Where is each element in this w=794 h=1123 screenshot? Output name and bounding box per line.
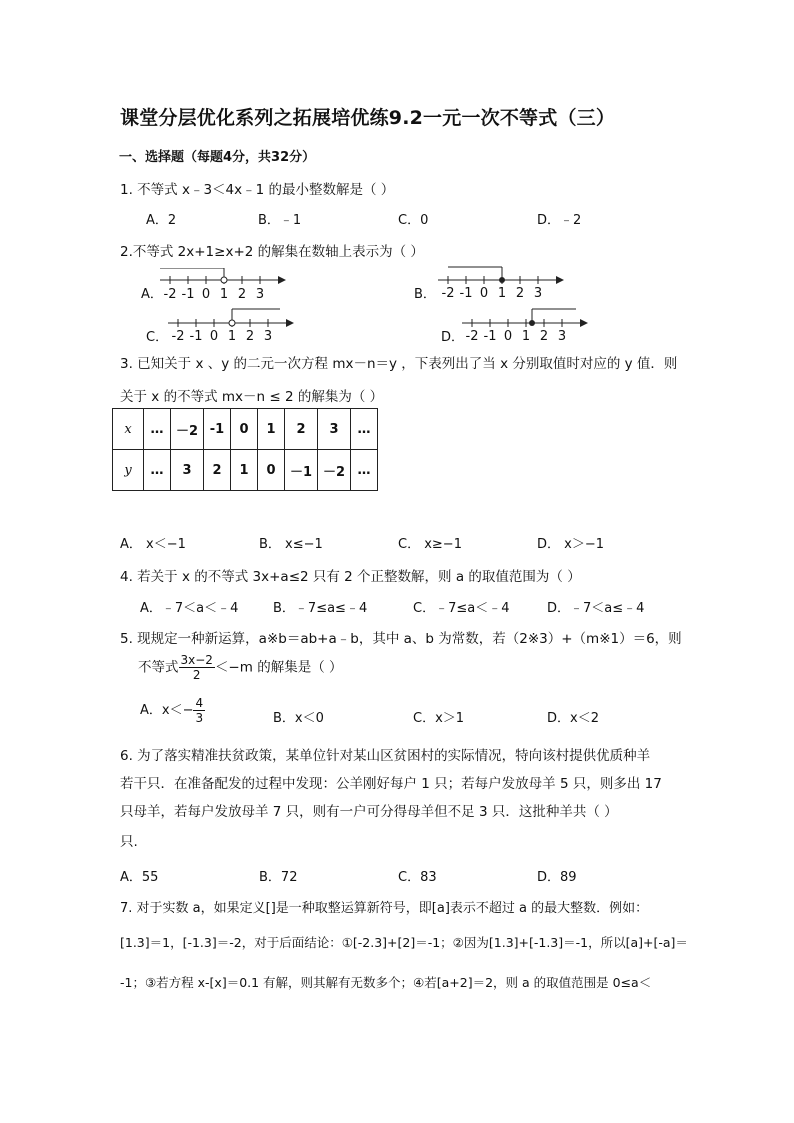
table-cell: 2: [204, 450, 231, 491]
q5-option-a[interactable]: [140, 696, 205, 725]
q2-option-c[interactable]: C．: [146, 330, 169, 345]
number-line-d: [452, 305, 592, 345]
q5-stem-line1: 5. 现规定一种新运算，a※b＝ab+a﹣b，其中 a、b 为常数，若（2※3）+（m※1）＝6，则: [120, 631, 682, 647]
q1-option-a[interactable]: A．2: [146, 213, 177, 228]
q3-stem-line1: 3. 已知关于 x 、y 的二元一次方程 mx－n＝y ，下表列出了当 x 分别取值时对应的 y 值．则: [120, 356, 678, 372]
fraction-denominator: 2: [192, 668, 201, 682]
q1-option-b[interactable]: B．﹣1: [258, 213, 302, 228]
q1-stem: 1. 不等式 x﹣3＜4x﹣1 的最小整数解是（ ）: [120, 182, 395, 198]
tick-label: 1: [521, 329, 531, 344]
table-row: [113, 409, 378, 450]
q4-option-b[interactable]: B．﹣7≤a≤﹣4: [273, 601, 368, 616]
q2-option-b[interactable]: B．: [414, 287, 436, 302]
q6-line3: 只母羊，若每户发放母羊 7 只，则有一户可分得母羊但不足 3 只．这批种羊共（ ）: [120, 804, 618, 820]
q6-option-d[interactable]: D．89: [537, 870, 577, 885]
table-cell: 1: [258, 409, 285, 450]
number-line-c: [158, 305, 298, 345]
tick-label: 1: [497, 286, 507, 301]
q4-option-d[interactable]: D．﹣7＜a≤﹣4: [547, 601, 645, 616]
q5-option-a-fraction: [193, 696, 205, 725]
number-line-a: [150, 268, 290, 302]
fraction-numerator: 4: [195, 696, 204, 710]
table-cell: x: [113, 409, 144, 450]
tick-label: -1: [181, 287, 195, 302]
tick-label: 2: [539, 329, 549, 344]
tick-label: 1: [219, 287, 229, 302]
table-cell: －2: [171, 409, 204, 450]
tick-label: 0: [503, 329, 513, 344]
tick-label: -1: [483, 329, 497, 344]
q6-line1: 6. 为了落实精准扶贫政策，某单位针对某山区贫困村的实际情况，特向该村提供优质种羊: [120, 748, 651, 764]
q2-stem: 2.不等式 2x+1≥x+2 的解集在数轴上表示为（ ）: [120, 244, 424, 260]
number-line-b: [428, 264, 568, 302]
section-heading: 一、选择题（每题4分，共32分）: [119, 150, 316, 165]
q5-option-a-prefix: A．x＜−: [140, 703, 194, 718]
tick-label: 0: [209, 329, 219, 344]
table-cell: 3: [171, 450, 204, 491]
tick-label: 3: [533, 286, 543, 301]
q6-option-a[interactable]: A．55: [120, 870, 159, 885]
page-title: 课堂分层优化系列之拓展培优练9.2一元一次不等式（三）: [120, 107, 616, 129]
q6-option-b[interactable]: B．72: [259, 870, 298, 885]
q3-option-b[interactable]: B． x≤−1: [259, 537, 323, 552]
q2-option-d[interactable]: D．: [441, 330, 465, 345]
q6-line2: 若干只．在准备配发的过程中发现：公羊刚好每户 1 只；若每户发放母羊 5 只，则多出 17: [120, 776, 662, 792]
fraction-denominator: 3: [195, 711, 204, 725]
q5-stem-suffix: ＜−m 的解集是（ ）: [214, 659, 343, 676]
q5-stem-line2: [138, 653, 342, 682]
q2-option-a[interactable]: A．: [141, 287, 163, 302]
tick-label: 0: [479, 286, 489, 301]
q6-option-c[interactable]: C．83: [398, 870, 437, 885]
fraction-numerator: 3x−2: [180, 653, 213, 667]
table-cell: …: [351, 409, 378, 450]
tick-label: 1: [227, 329, 237, 344]
table-cell: …: [351, 450, 378, 491]
table-cell: －1: [285, 450, 318, 491]
tick-label: 0: [201, 287, 211, 302]
tick-label: -2: [465, 329, 479, 344]
table-cell: －2: [318, 450, 351, 491]
tick-label: 3: [557, 329, 567, 344]
q5-option-b[interactable]: B．x＜0: [273, 711, 324, 726]
tick-label: -2: [163, 287, 177, 302]
q7-line2: [1.3]＝1，[-1.3]＝-2，对于后面结论：①[-2.3]+[2]＝-1；②因为[1.3]+[-1.3]＝-1，所以[a]+[-a]＝: [120, 935, 688, 950]
tick-label: -1: [189, 329, 203, 344]
q5-option-d[interactable]: D．x＜2: [547, 711, 599, 726]
table-cell: 0: [231, 409, 258, 450]
table-cell: y: [113, 450, 144, 491]
tick-label: 2: [245, 329, 255, 344]
tick-label: -1: [459, 286, 473, 301]
q3-option-d[interactable]: D． x＞−1: [537, 537, 604, 552]
q1-option-d[interactable]: D．﹣2: [537, 213, 582, 228]
table-cell: 3: [318, 409, 351, 450]
tick-label: 3: [255, 287, 265, 302]
q3-option-c[interactable]: C． x≥−1: [398, 537, 462, 552]
q7-line3: -1；③若方程 x-[x]＝0.1 有解，则其解有无数多个；④若[a+2]＝2，则 a 的取值范围是 0≤a＜: [120, 975, 652, 990]
tick-label: 2: [515, 286, 525, 301]
q6-line4: 只.: [120, 834, 138, 850]
table-cell: 0: [258, 450, 285, 491]
tick-label: 3: [263, 329, 273, 344]
q4-option-c[interactable]: C．﹣7≤a＜﹣4: [413, 601, 510, 616]
q3-stem-line2: 关于 x 的不等式 mx－n ≤ 2 的解集为（ ）: [120, 389, 384, 405]
table-cell: -1: [204, 409, 231, 450]
q1-option-c[interactable]: C．0: [398, 213, 429, 228]
q5-fraction: [179, 653, 215, 682]
q3-option-a[interactable]: A． x＜−1: [120, 537, 186, 552]
q7-line1: 7. 对于实数 a，如果定义[]是一种取整运算新符号，即[a]表示不超过 a 的最大整数．例如：: [120, 901, 649, 916]
table-cell: …: [144, 450, 171, 491]
tick-label: 2: [237, 287, 247, 302]
table-cell: 2: [285, 409, 318, 450]
q3-value-table: [112, 408, 378, 491]
q4-option-a[interactable]: A．﹣7＜a＜﹣4: [140, 601, 239, 616]
table-row: [113, 450, 378, 491]
q5-stem-prefix: 不等式: [138, 659, 179, 676]
table-cell: 1: [231, 450, 258, 491]
tick-label: -2: [171, 329, 185, 344]
tick-label: -2: [441, 286, 455, 301]
q5-option-c[interactable]: C．x＞1: [413, 711, 465, 726]
q4-stem: 4. 若关于 x 的不等式 3x+a≤2 只有 2 个正整数解，则 a 的取值范围为（ ）: [120, 569, 581, 585]
table-cell: …: [144, 409, 171, 450]
